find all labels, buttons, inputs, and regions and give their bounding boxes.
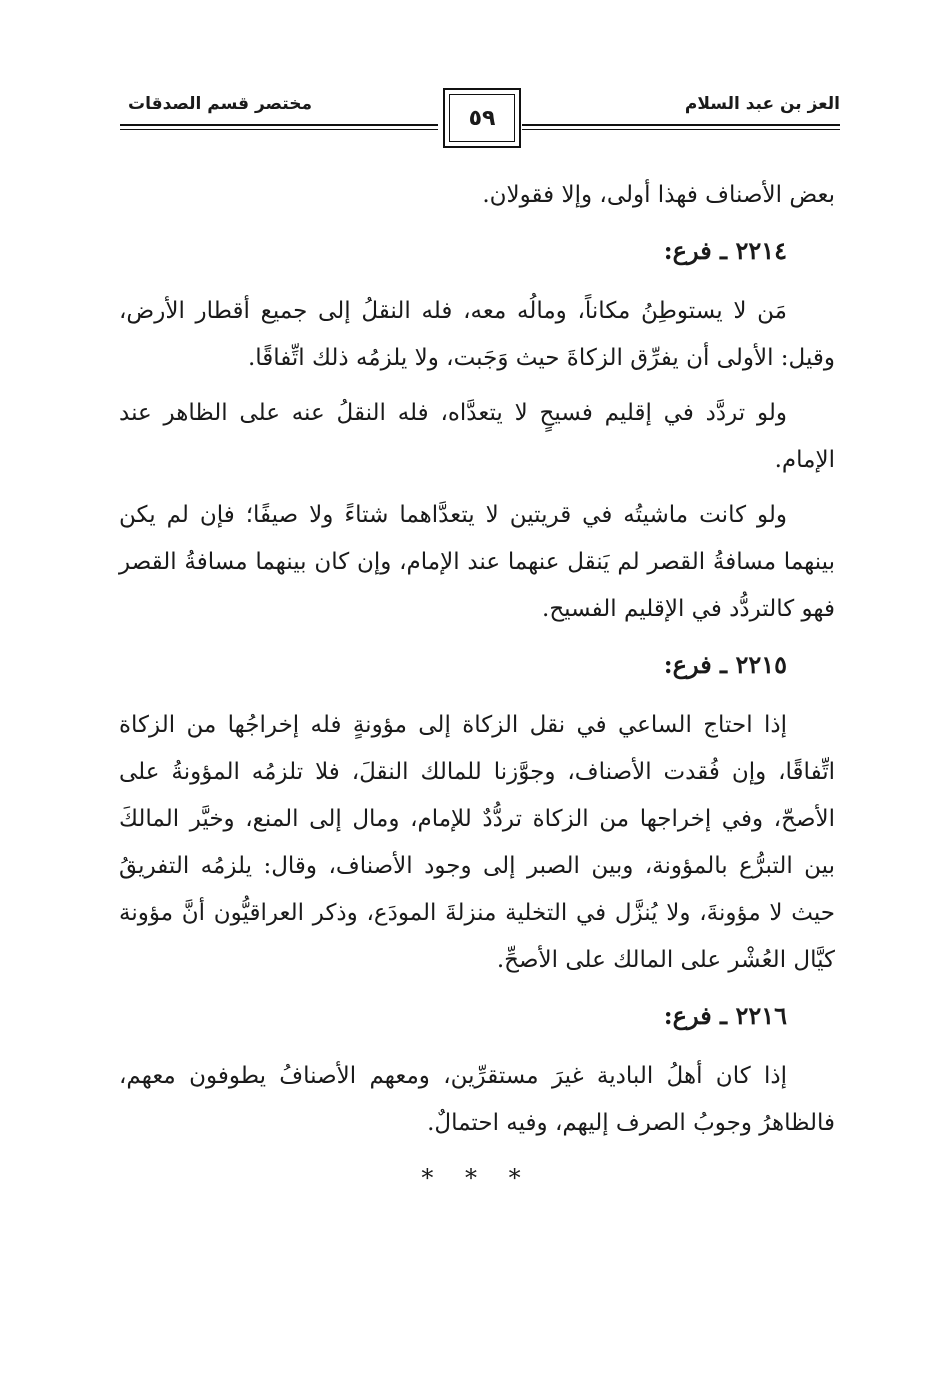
page-number-box [443, 88, 521, 148]
paragraph: ولو تردَّد في إقليم فسيحٍ لا يتعدَّاه، فله النقلُ عنه على الظاهر عند الإمام. [119, 400, 835, 473]
header-rule-left [120, 124, 438, 126]
paragraph-continuation: بعض الأصناف فهذا أولى، وإلا فقولان. [482, 182, 835, 208]
page-header [120, 88, 840, 158]
section-end-stars: * * * [421, 1164, 533, 1192]
book-title: مختصر قسم الصدقات [128, 94, 313, 114]
section-heading-2215: ٢٢١٥ ـ فرع: [663, 650, 787, 679]
page-number: ٥٩ [468, 106, 496, 131]
author-name: العز بن عبد السلام [684, 94, 840, 114]
section-heading-2214: ٢٢١٤ ـ فرع: [663, 236, 787, 265]
paragraph: إذا كان أهلُ البادية غيرَ مستقرِّين، ومعهم الأصنافُ يطوفون معهم، فالظاهرُ وجوبُ الصرف إليهم، وفيه احتمالٌ. [119, 1063, 835, 1136]
paragraph: إذا احتاج الساعي في نقل الزكاة إلى مؤونةٍ فله إخراجُها من الزكاة اتِّفاقًا، وإن فُقدت الأصناف، وجوَّزنا للمالك النقلَ، فلا تلزمُه المؤونةُ على الأصحّ، وفي إخراجها من الزكاة تردُّدٌ للإمام، ومال إلى المنع، وخيَّر المالكَ بين التبرُّع بالمؤونة، وبين الصبر إلى وجود الأصناف، وقال: يلزمُه التفريقُ حيث لا مؤونةَ، ولا يُنزَّل في التخلية منزلةَ المودَع، وذكر العراقيُّون أنَّ مؤونة كيَّال العُشْر على المالك على الأصحِّ. [119, 712, 835, 973]
page-body [119, 172, 835, 1202]
header-rule-right [522, 124, 840, 126]
paragraph: ولو كانت ماشيتُه في قريتين لا يتعدَّاهما شتاءً ولا صيفًا؛ فإن لم يكن بينهما مسافةُ القصر لم يَنقل عنهما عند الإمام، وإن كان بينهما مسافةُ القصر فهو كالتردُّد في الإقليم الفسيح. [119, 502, 835, 622]
section-heading-2216: ٢٢١٦ ـ فرع: [663, 1001, 787, 1030]
paragraph: مَن لا يستوطِنُ مكاناً، ومالُه معه، فله النقلُ إلى جميع أقطار الأرض، وقيل: الأولى أن يفرِّق الزكاةَ حيث وَجَبت، ولا يلزمُه ذلك اتِّفاقًا. [119, 298, 835, 371]
